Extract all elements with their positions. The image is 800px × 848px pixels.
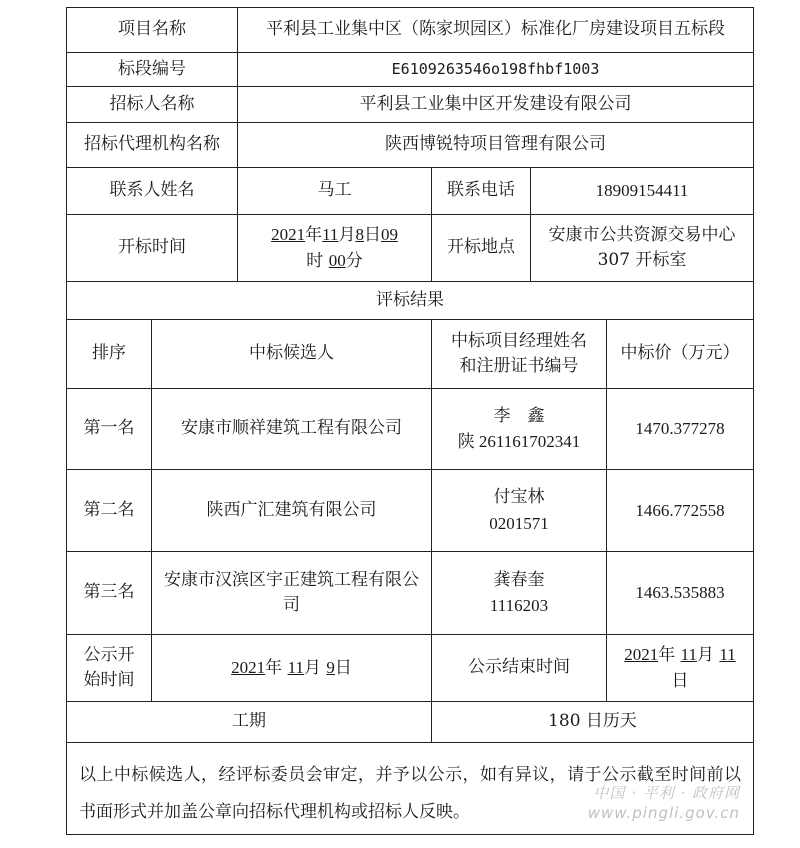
header-candidate: 中标候选人 [151, 319, 432, 389]
price-cell: 1463.535883 [606, 551, 754, 635]
candidate-cell: 安康市汉滨区宇正建筑工程有限公司 [151, 551, 432, 635]
section-number-value: E6109263546o198fhbf1003 [237, 52, 754, 87]
contact-value: 马工 [237, 167, 432, 215]
contact-label: 联系人姓名 [66, 167, 238, 215]
open-time-label: 开标时间 [66, 214, 238, 282]
open-place-label: 开标地点 [431, 214, 531, 282]
manager-cert: 陕 261161702341 [457, 432, 581, 451]
manager-name: 付宝林 [493, 487, 545, 507]
results-title: 评标结果 [66, 281, 754, 320]
agency-value: 陕西博锐特项目管理有限公司 [237, 122, 754, 168]
start-year: 2021 [231, 657, 266, 677]
rank-cell: 第二名 [66, 469, 152, 552]
open-year: 2021 [271, 224, 306, 244]
candidate-cell: 陕西广汇建筑有限公司 [151, 469, 432, 552]
price-cell: 1466.772558 [606, 469, 754, 552]
duration-label: 工期 [66, 701, 432, 743]
publicity-notice: 以上中标候选人，经评标委员会审定，并予以公示，如有异议，请于公示截至时间前以书面形式并加盖公章向招标代理机构或招标人反映。 [66, 742, 754, 835]
phone-label: 联系电话 [431, 167, 531, 215]
manager-cell [431, 551, 607, 635]
publicity-end-label: 公示结束时间 [431, 634, 607, 702]
project-name-value: 平利县工业集中区（陈家坝园区）标准化厂房建设项目五标段 [237, 7, 754, 53]
project-name-label: 项目名称 [66, 7, 238, 53]
manager-cert: 0201571 [489, 513, 549, 533]
rank-cell: 第一名 [66, 388, 152, 470]
start-day: 9 [326, 657, 335, 677]
end-day: 11 [719, 645, 736, 664]
bid-result-table [66, 7, 754, 835]
section-number-label: 标段编号 [66, 52, 238, 87]
header-manager: 中标项目经理姓名 和注册证书编号 [431, 319, 607, 389]
rank-cell: 第三名 [66, 551, 152, 635]
header-rank: 排序 [66, 319, 152, 389]
publicity-start-label: 公示开 始时间 [66, 634, 152, 702]
open-time-value: 2021年11月8日09 时 00分 [237, 214, 432, 282]
tenderer-label: 招标人名称 [66, 86, 238, 123]
publicity-start-value: 2021年 11月 9日 [151, 634, 432, 702]
manager-cert: 1116203 [489, 596, 549, 615]
manager-name: 李 鑫 [493, 405, 545, 426]
end-month: 11 [680, 645, 697, 664]
manager-cell [431, 388, 607, 470]
start-month: 11 [287, 657, 304, 677]
open-place-line2: 307 开标室 [597, 250, 687, 270]
open-month: 11 [322, 224, 339, 244]
open-minute: 00 [328, 251, 346, 270]
manager-cell [431, 469, 607, 552]
header-price: 中标价（万元） [606, 319, 754, 389]
open-place-value [530, 214, 754, 282]
duration-value: 180 日历天 [431, 701, 754, 743]
open-day: 8 [355, 224, 364, 244]
open-hour: 09 [380, 224, 398, 244]
candidate-cell: 安康市顺祥建筑工程有限公司 [151, 388, 432, 470]
publicity-end-value: 2021年 11月 11 日 [606, 634, 754, 702]
manager-name: 龚春奎 [493, 569, 545, 590]
tenderer-value: 平利县工业集中区开发建设有限公司 [237, 86, 754, 123]
price-cell: 1470.377278 [606, 388, 754, 470]
phone-value: 18909154411 [530, 167, 754, 215]
open-place-line1: 安康市公共资源交易中心 [548, 224, 736, 245]
end-year: 2021 [624, 645, 659, 664]
agency-label: 招标代理机构名称 [66, 122, 238, 168]
site-watermark: 中国 · 平利 · 政府网 www.pingli.gov.cn [587, 784, 740, 822]
